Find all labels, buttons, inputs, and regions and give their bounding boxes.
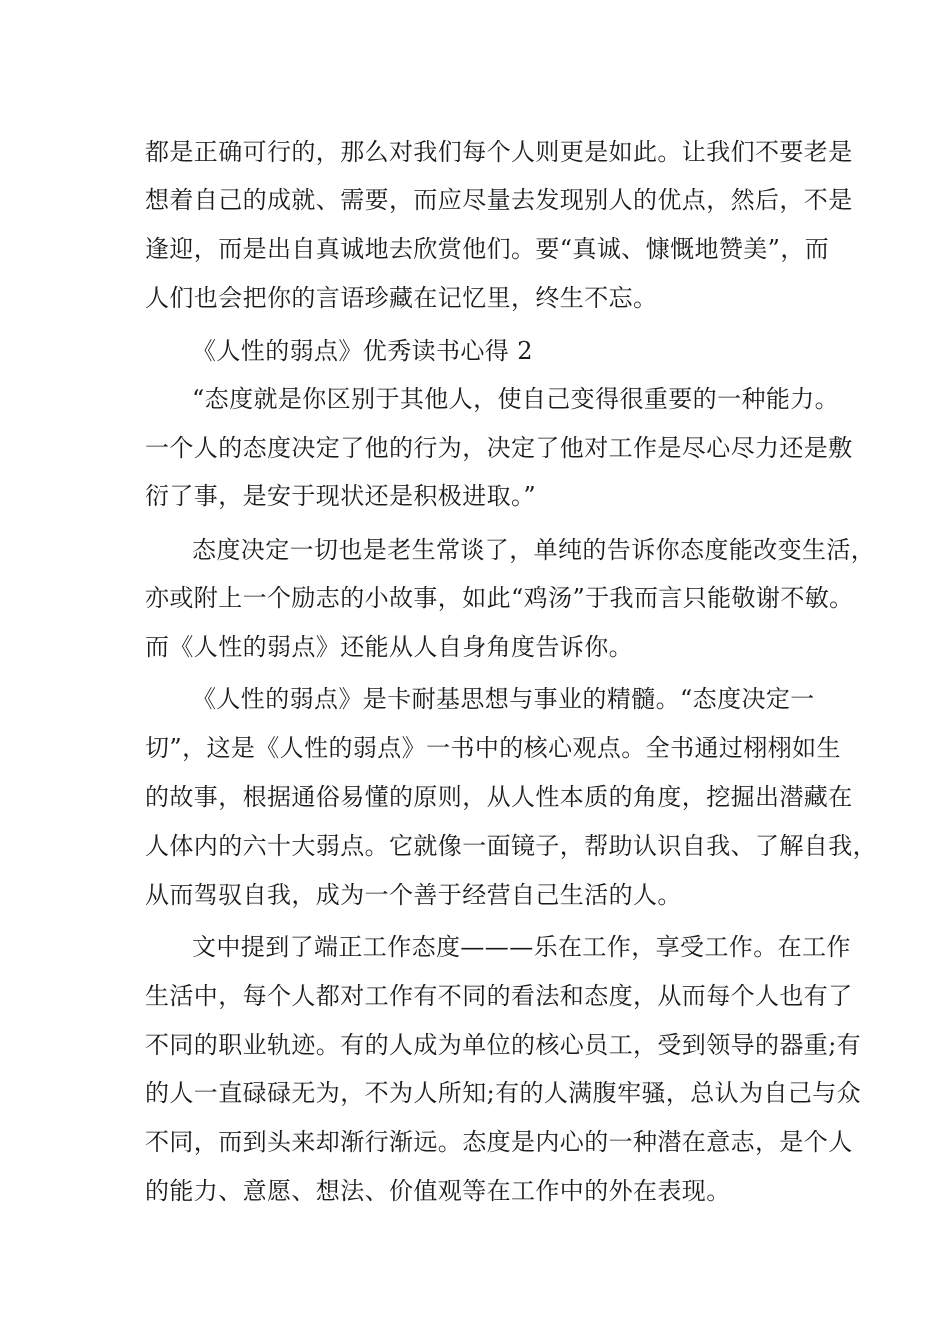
paragraph-line: 而《人性的弱点》还能从人自身角度告诉你。 [145,633,633,661]
paragraph-line: 的人一直碌碌无为，不为人所知;有的人满腹牢骚，总认为自己与众 [145,1079,862,1107]
paragraph-line: 衍了事，是安于现状还是积极进取。” [145,482,537,510]
paragraph-line: 态度决定一切也是老生常谈了，单纯的告诉你态度能改变生活， [192,536,876,564]
paragraph-line: 生活中，每个人都对工作有不同的看法和态度，从而每个人也有了 [145,982,853,1010]
paragraph-line: 都是正确可行的，那么对我们每个人则更是如此。让我们不要老是 [145,138,853,166]
paragraph-line: 文中提到了端正工作态度———乐在工作，享受工作。在工作 [192,933,851,961]
paragraph-line: 一个人的态度决定了他的行为，决定了他对工作是尽心尽力还是敷 [145,434,853,462]
paragraph-line: 不同的职业轨迹。有的人成为单位的核心员工，受到领导的器重;有 [145,1031,862,1059]
paragraph-line: 亦或附上一个励志的小故事，如此“鸡汤”于我而言只能敬谢不敏。 [145,584,854,612]
paragraph-line: 人体内的六十大弱点。它就像一面镜子，帮助认识自我、了解自我， [145,832,877,860]
paragraph-line: 的能力、意愿、想法、价值观等在工作中的外在表现。 [145,1177,731,1205]
paragraph-line: 的故事，根据通俗易懂的原则，从人性本质的角度，挖掘出潜藏在 [145,783,853,811]
paragraph-line: 《人性的弱点》是卡耐基思想与事业的精髓。“态度决定一 [192,685,815,713]
section-heading: 《人性的弱点》优秀读书心得 2 [192,337,533,365]
paragraph-line: 想着自己的成就、需要，而应尽量去发现别人的优点，然后，不是 [145,186,853,214]
paragraph-line: 不同，而到头来却渐行渐远。态度是内心的一种潜在意志，是个人 [145,1128,853,1156]
paragraph-line: “态度就是你区别于其他人，使自己变得很重要的一种能力。 [192,385,840,413]
paragraph-line: 从而驾驭自我，成为一个善于经营自己生活的人。 [145,881,682,909]
paragraph-line: 人们也会把你的言语珍藏在记忆里，终生不忘。 [145,284,658,312]
paragraph-line: 逢迎，而是出自真诚地去欣赏他们。要“真诚、慷慨地赞美”，而 [145,235,830,263]
paragraph-line: 切”，这是《人性的弱点》一书中的核心观点。全书通过栩栩如生 [145,734,841,762]
